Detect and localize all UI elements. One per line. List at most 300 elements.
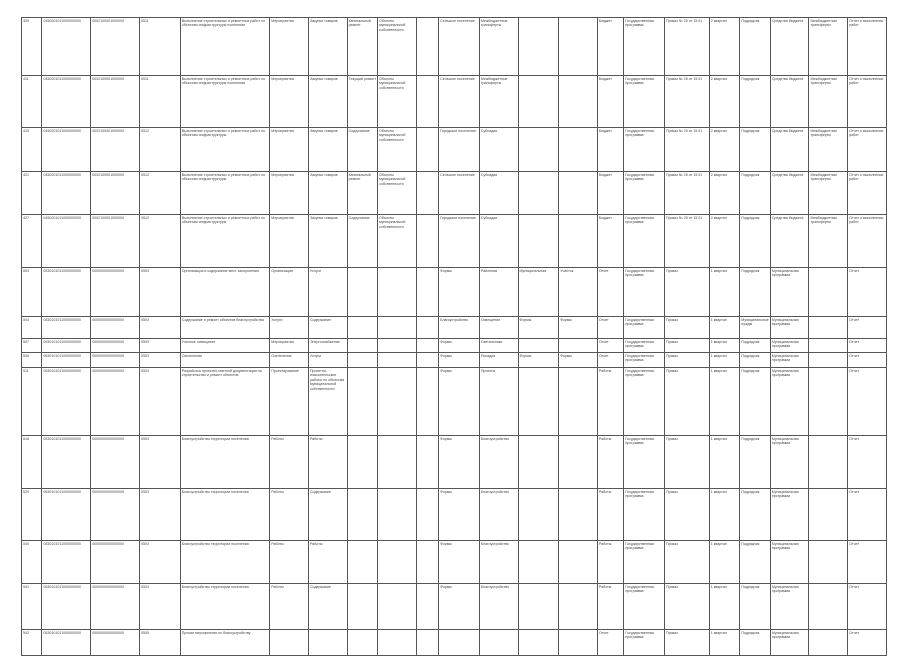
table-cell: Закупка товаров bbox=[308, 128, 347, 172]
table-cell bbox=[518, 339, 559, 353]
table-cell: Закупка товаров bbox=[308, 76, 347, 128]
table-cell bbox=[809, 268, 848, 317]
table-cell: Сельское поселение bbox=[439, 172, 480, 215]
table-cell bbox=[347, 368, 378, 436]
table-cell: Муниципальная программа bbox=[770, 368, 809, 436]
table-cell: Приказ № 25 от 15.01 bbox=[665, 18, 710, 76]
table-cell: Содержание bbox=[347, 215, 378, 268]
table-cell: Отчет о выполнении работ bbox=[848, 215, 887, 268]
table-cell: Бюджет bbox=[597, 215, 623, 268]
table-row bbox=[22, 630, 887, 656]
table-cell bbox=[378, 339, 417, 353]
table-cell: Средства бюджета bbox=[770, 18, 809, 76]
table-cell: 0503 bbox=[140, 489, 181, 541]
table-cell: Субсидии bbox=[479, 215, 518, 268]
table-cell bbox=[479, 630, 518, 656]
table-cell bbox=[347, 436, 378, 489]
table-cell: Приказ bbox=[665, 268, 710, 317]
table-cell bbox=[416, 339, 438, 353]
table-cell bbox=[809, 353, 848, 368]
table-cell: Озеленение bbox=[180, 353, 270, 368]
table-cell: 0530101011000000000 bbox=[42, 339, 91, 353]
table-row bbox=[22, 489, 887, 541]
table-cell: Формы bbox=[439, 268, 480, 317]
table-cell: 0530101011000000000 bbox=[42, 368, 91, 436]
table-cell: Прочие мероприятия по благоустройству bbox=[180, 630, 270, 656]
table-cell: Освещение bbox=[479, 317, 518, 339]
table-cell: Муниципальная программа bbox=[770, 489, 809, 541]
table-cell: Отчет о выполнении работ bbox=[848, 18, 887, 76]
table-cell: Энергоснабжение bbox=[308, 339, 347, 353]
table-cell: 0530101011000000000 bbox=[42, 317, 91, 339]
table-row bbox=[22, 368, 887, 436]
table-cell: 0000000000000000 bbox=[91, 268, 140, 317]
table-cell: Приказ № 25 от 15.01 bbox=[665, 128, 710, 172]
table-cell: Приказ bbox=[665, 353, 710, 368]
table-cell: Отчет bbox=[848, 353, 887, 368]
table-cell: Подрядчик bbox=[740, 128, 771, 172]
table-cell: Уличное освещение bbox=[180, 339, 270, 353]
table-cell: 0002100001000000 bbox=[91, 76, 140, 128]
table-cell: Подрядчик bbox=[740, 172, 771, 215]
table-cell bbox=[559, 76, 598, 128]
table-cell: Приказ bbox=[665, 317, 710, 339]
table-cell: Благоустройство территории поселения bbox=[180, 489, 270, 541]
table-cell: 0503 bbox=[140, 353, 181, 368]
table-cell: Благоустройство территории поселения bbox=[180, 541, 270, 584]
table-cell: Отчет bbox=[848, 317, 887, 339]
table-cell: Государственная программа bbox=[624, 436, 665, 489]
table-cell: Муниципальная программа bbox=[770, 353, 809, 368]
table-cell: Содержание bbox=[308, 584, 347, 630]
table-cell: 0000000000000000 bbox=[91, 541, 140, 584]
table-cell: 0450201011000000000 bbox=[42, 76, 91, 128]
table-cell bbox=[416, 584, 438, 630]
table-cell: 0503 bbox=[140, 268, 181, 317]
table-cell: Услуги bbox=[270, 317, 309, 339]
table-cell bbox=[270, 630, 309, 656]
table-cell: Подрядчик bbox=[740, 541, 771, 584]
table-cell bbox=[518, 368, 559, 436]
table-cell: 0002100001000000 bbox=[91, 215, 140, 268]
table-cell bbox=[347, 339, 378, 353]
table-cell bbox=[378, 630, 417, 656]
table-cell: 507 bbox=[22, 339, 42, 353]
table-cell: Организация и содержание мест захоронения bbox=[180, 268, 270, 317]
document-page bbox=[21, 17, 887, 639]
table-cell: 409 bbox=[22, 18, 42, 76]
table-cell bbox=[347, 541, 378, 584]
table-cell bbox=[416, 317, 438, 339]
table-cell: 1 квартал bbox=[709, 317, 740, 339]
table-cell: Муниципальная программа bbox=[770, 339, 809, 353]
table-cell: Объекты муниципальной собственности bbox=[378, 128, 417, 172]
table-cell: Отчет bbox=[597, 339, 623, 353]
table-cell bbox=[378, 368, 417, 436]
table-cell bbox=[439, 630, 480, 656]
table-cell: Приказ bbox=[665, 489, 710, 541]
table-cell bbox=[518, 541, 559, 584]
table-cell: Отчет bbox=[848, 436, 887, 489]
table-cell bbox=[416, 436, 438, 489]
table-cell: Бюджет bbox=[597, 172, 623, 215]
table-cell: 2 квартал bbox=[709, 18, 740, 76]
table-cell: Формы bbox=[439, 489, 480, 541]
table-cell: 0503 bbox=[140, 368, 181, 436]
table-cell: Формы bbox=[439, 368, 480, 436]
table-cell: 0000000000000000 bbox=[91, 630, 140, 656]
table-cell bbox=[416, 172, 438, 215]
table-cell bbox=[559, 489, 598, 541]
table-cell: 0512 bbox=[140, 172, 181, 215]
table-cell: Мероприятия bbox=[270, 172, 309, 215]
table-cell: Объекты муниципальной собственности bbox=[378, 18, 417, 76]
table-cell: Городское поселение bbox=[439, 215, 480, 268]
table-cell bbox=[809, 541, 848, 584]
table-cell: 0512 bbox=[140, 215, 181, 268]
table-cell: 504 bbox=[22, 317, 42, 339]
table-cell: Подрядчик bbox=[740, 584, 771, 630]
table-cell: Работы bbox=[597, 489, 623, 541]
table-cell bbox=[378, 317, 417, 339]
table-cell: Государственная программа bbox=[624, 489, 665, 541]
table-row bbox=[22, 18, 887, 76]
table-cell: 1 квартал bbox=[709, 436, 740, 489]
table-cell bbox=[518, 436, 559, 489]
table-cell: Формы bbox=[559, 317, 598, 339]
table-cell: Мероприятия bbox=[270, 339, 309, 353]
table-cell: 0530101011000000000 bbox=[42, 584, 91, 630]
table-cell: Муниципальная программа bbox=[770, 436, 809, 489]
table-cell: Подрядчик bbox=[740, 368, 771, 436]
table-cell: Подрядчик bbox=[740, 339, 771, 353]
table-cell: 511 bbox=[22, 368, 42, 436]
table-cell: Подрядчик bbox=[740, 436, 771, 489]
table-cell: 542 bbox=[22, 630, 42, 656]
table-cell: Государственная программа bbox=[624, 215, 665, 268]
table-cell: 0002100001000000 bbox=[91, 18, 140, 76]
table-cell: Межбюджетные трансферты bbox=[809, 215, 848, 268]
table-cell: Объекты муниципальной собственности bbox=[378, 172, 417, 215]
table-cell: 1 квартал bbox=[709, 489, 740, 541]
table-cell: 0000000000000000 bbox=[91, 368, 140, 436]
table-cell bbox=[518, 128, 559, 172]
table-cell bbox=[809, 368, 848, 436]
table-cell bbox=[559, 172, 598, 215]
table-cell: Межбюджетные трансферты bbox=[809, 172, 848, 215]
table-cell bbox=[559, 541, 598, 584]
table-cell: Подрядчик bbox=[740, 18, 771, 76]
table-cell: 1 квартал bbox=[709, 630, 740, 656]
table-cell: Государственная программа bbox=[624, 128, 665, 172]
table-cell: Отчет bbox=[848, 368, 887, 436]
table-cell: Государственная программа bbox=[624, 18, 665, 76]
table-cell: 0000000000000000 bbox=[91, 317, 140, 339]
table-cell bbox=[416, 268, 438, 317]
table-cell bbox=[809, 584, 848, 630]
table-cell bbox=[809, 317, 848, 339]
table-cell: 0002100001000000 bbox=[91, 172, 140, 215]
table-cell: 0530101011000000000 bbox=[42, 436, 91, 489]
table-cell: Отчет bbox=[597, 353, 623, 368]
table-cell: 2 квартал bbox=[709, 128, 740, 172]
table-cell bbox=[809, 630, 848, 656]
table-cell: Объекты муниципальной собственности bbox=[378, 215, 417, 268]
table-cell: Отчет bbox=[848, 541, 887, 584]
table-cell: Муниципальная программа bbox=[770, 541, 809, 584]
table-cell bbox=[416, 18, 438, 76]
table-cell: Приказ bbox=[665, 541, 710, 584]
table-cell: 0000000000000000 bbox=[91, 353, 140, 368]
table-cell: Приказ № 25 от 15.01 bbox=[665, 215, 710, 268]
table-cell: Проектно-изыскательские работы по объектам муниципальной собственности bbox=[308, 368, 347, 436]
table-cell: Работы bbox=[270, 489, 309, 541]
table-cell: Государственная программа bbox=[624, 339, 665, 353]
table-cell bbox=[559, 339, 598, 353]
table-cell: 0450201011000000000 bbox=[42, 128, 91, 172]
table-cell: Приказ bbox=[665, 368, 710, 436]
table-cell bbox=[559, 630, 598, 656]
table-cell: Бюджет bbox=[597, 76, 623, 128]
table-cell: Выполнение строительных и ремонтных работ по объектам инфраструктуры bbox=[180, 215, 270, 268]
table-row bbox=[22, 541, 887, 584]
table-cell bbox=[347, 584, 378, 630]
table-cell bbox=[416, 541, 438, 584]
table-cell bbox=[559, 215, 598, 268]
table-cell: Государственная программа bbox=[624, 368, 665, 436]
table-cell bbox=[347, 268, 378, 317]
table-row bbox=[22, 76, 887, 128]
table-cell: 421 bbox=[22, 172, 42, 215]
table-cell: 0000000000000000 bbox=[91, 584, 140, 630]
table-cell: Формы bbox=[439, 584, 480, 630]
table-cell: 1 квартал bbox=[709, 584, 740, 630]
table-cell: 415 bbox=[22, 128, 42, 172]
table-cell: Приказ bbox=[665, 339, 710, 353]
table-cell bbox=[809, 436, 848, 489]
table-cell: Государственная программа bbox=[624, 172, 665, 215]
table-cell: Отчет bbox=[848, 339, 887, 353]
table-cell: Подрядчик bbox=[740, 489, 771, 541]
table-cell: Государственная программа bbox=[624, 353, 665, 368]
table-cell: 541 bbox=[22, 584, 42, 630]
table-cell: Содержание bbox=[347, 128, 378, 172]
table-cell: 0511 bbox=[140, 18, 181, 76]
table-cell: Работы bbox=[597, 368, 623, 436]
table-cell: 0450201011000000000 bbox=[42, 18, 91, 76]
table-cell: 1 квартал bbox=[709, 268, 740, 317]
table-cell: Приказ bbox=[665, 630, 710, 656]
table-cell: Благоустройство bbox=[479, 584, 518, 630]
table-cell: Средства бюджета bbox=[770, 76, 809, 128]
table-cell: Отчет о выполнении работ bbox=[848, 76, 887, 128]
table-cell: 0530101011000000000 bbox=[42, 489, 91, 541]
table-cell: Работы bbox=[597, 436, 623, 489]
table-cell bbox=[378, 584, 417, 630]
table-cell: Услуги bbox=[308, 353, 347, 368]
table-cell: Отчет о выполнении работ bbox=[848, 128, 887, 172]
table-cell: Бюджет bbox=[597, 18, 623, 76]
table-cell: Закупка товаров bbox=[308, 172, 347, 215]
table-cell: Работы bbox=[597, 541, 623, 584]
table-cell: Участок bbox=[559, 268, 598, 317]
table-row bbox=[22, 353, 887, 368]
table-cell bbox=[378, 436, 417, 489]
table-cell: Формы bbox=[518, 317, 559, 339]
table-cell bbox=[518, 489, 559, 541]
table-cell: Отчет bbox=[848, 489, 887, 541]
table-cell: Благоустройство bbox=[479, 436, 518, 489]
table-cell: Отчет bbox=[848, 630, 887, 656]
table-cell: Мероприятия bbox=[270, 128, 309, 172]
table-cell: Средства бюджета bbox=[770, 172, 809, 215]
table-cell: Отчет bbox=[597, 268, 623, 317]
table-cell bbox=[347, 630, 378, 656]
table-cell: 0450201011000000000 bbox=[42, 172, 91, 215]
table-cell: 411 bbox=[22, 76, 42, 128]
table-cell: 0000000000000000 bbox=[91, 339, 140, 353]
table-cell: Межбюджетные трансферты bbox=[809, 76, 848, 128]
table-cell: 2 квартал bbox=[709, 76, 740, 128]
table-cell: Подрядчик bbox=[740, 268, 771, 317]
table-cell: Государственная программа bbox=[624, 268, 665, 317]
table-cell bbox=[378, 268, 417, 317]
table-cell: Подрядчик bbox=[740, 630, 771, 656]
table-cell: Межбюджетные трансферты bbox=[479, 76, 518, 128]
table-cell: Отчет bbox=[848, 584, 887, 630]
table-cell bbox=[416, 128, 438, 172]
table-cell: Межбюджетные трансферты bbox=[809, 128, 848, 172]
table-row bbox=[22, 584, 887, 630]
table-cell: Мероприятия bbox=[270, 76, 309, 128]
table-cell bbox=[518, 18, 559, 76]
table-cell: Благоустройство территории поселения bbox=[180, 584, 270, 630]
table-cell bbox=[416, 489, 438, 541]
table-cell bbox=[559, 128, 598, 172]
table-cell: Муниципальная программа bbox=[770, 584, 809, 630]
table-cell: 1 квартал bbox=[709, 368, 740, 436]
table-cell: 2 квартал bbox=[709, 215, 740, 268]
table-cell bbox=[416, 353, 438, 368]
table-cell: Бюджет bbox=[597, 128, 623, 172]
table-cell: 0530101011000000000 bbox=[42, 268, 91, 317]
table-cell: Приказ bbox=[665, 436, 710, 489]
table-cell: 529 bbox=[22, 489, 42, 541]
table-cell: Услуги bbox=[308, 268, 347, 317]
table-cell bbox=[416, 76, 438, 128]
table-cell: Отчет о выполнении работ bbox=[848, 172, 887, 215]
table-cell: Содержание и ремонт объектов благоустройства bbox=[180, 317, 270, 339]
table-cell bbox=[308, 630, 347, 656]
table-cell bbox=[416, 215, 438, 268]
table-cell: Подрядчик bbox=[740, 215, 771, 268]
table-cell bbox=[416, 368, 438, 436]
table-cell: Организация bbox=[270, 268, 309, 317]
table-cell: 0002100001000000 bbox=[91, 128, 140, 172]
table-cell: 0512 bbox=[140, 128, 181, 172]
table-cell: Работы bbox=[270, 436, 309, 489]
table-cell: Сельское поселение bbox=[439, 18, 480, 76]
table-cell: Выполнение строительных и ремонтных работ по объектам инфраструктуры поселения bbox=[180, 76, 270, 128]
table-cell: 540 bbox=[22, 541, 42, 584]
table-cell: Муниципальная bbox=[518, 268, 559, 317]
table-cell: 0503 bbox=[140, 584, 181, 630]
table-cell: Посадка bbox=[479, 353, 518, 368]
table-row bbox=[22, 436, 887, 489]
table-cell: Мероприятия bbox=[270, 18, 309, 76]
table-cell: Содержание bbox=[308, 317, 347, 339]
table-cell bbox=[347, 489, 378, 541]
table-cell bbox=[809, 489, 848, 541]
table-row bbox=[22, 268, 887, 317]
table-row bbox=[22, 172, 887, 215]
table-cell: 2 квартал bbox=[709, 172, 740, 215]
table-cell: 0511 bbox=[140, 76, 181, 128]
table-row bbox=[22, 317, 887, 339]
table-cell: 0530101011000000000 bbox=[42, 541, 91, 584]
table-cell: Закупка товаров bbox=[308, 18, 347, 76]
table-cell: Благоустройство территории поселения bbox=[180, 436, 270, 489]
table-cell bbox=[559, 368, 598, 436]
table-cell: Субсидии bbox=[479, 128, 518, 172]
table-cell: 503 bbox=[22, 268, 42, 317]
table-cell bbox=[416, 630, 438, 656]
table-row bbox=[22, 128, 887, 172]
table-cell: Работы bbox=[308, 541, 347, 584]
table-cell bbox=[518, 76, 559, 128]
table-row bbox=[22, 215, 887, 268]
table-cell: Благоустройство bbox=[479, 489, 518, 541]
table-cell: Подрядчик bbox=[740, 353, 771, 368]
table-cell: Благоустройство bbox=[479, 541, 518, 584]
table-cell: Выполнение строительных и ремонтных работ по объектам инфраструктуры bbox=[180, 172, 270, 215]
table-row bbox=[22, 339, 887, 353]
register-table bbox=[21, 17, 887, 656]
table-cell: 0530101011000000000 bbox=[42, 353, 91, 368]
table-cell: Государственная программа bbox=[624, 630, 665, 656]
table-cell: Межбюджетные трансферты bbox=[479, 18, 518, 76]
table-cell: Государственная программа bbox=[624, 317, 665, 339]
table-cell: Текущий ремонт bbox=[347, 76, 378, 128]
table-cell: Приказ № 25 от 15.01 bbox=[665, 172, 710, 215]
table-cell bbox=[559, 436, 598, 489]
table-cell: Капитальный ремонт bbox=[347, 18, 378, 76]
table-cell: Государственная программа bbox=[624, 584, 665, 630]
table-cell: 0000000000000000 bbox=[91, 489, 140, 541]
table-cell bbox=[559, 18, 598, 76]
table-cell bbox=[518, 172, 559, 215]
table-cell: Выполнение строительных и ремонтных работ по объектам инфраструктуры bbox=[180, 128, 270, 172]
table-cell: Подрядчик bbox=[740, 76, 771, 128]
table-cell: Формы bbox=[439, 436, 480, 489]
table-cell: 1 квартал bbox=[709, 541, 740, 584]
table-cell: Формы bbox=[559, 353, 598, 368]
table-cell: Формы bbox=[439, 339, 480, 353]
table-cell: 0450201011000000000 bbox=[42, 215, 91, 268]
table-cell: Проекты bbox=[479, 368, 518, 436]
table-cell: Отчет bbox=[597, 317, 623, 339]
table-cell bbox=[378, 541, 417, 584]
table-cell: 0503 bbox=[140, 339, 181, 353]
table-cell: Субсидии bbox=[479, 172, 518, 215]
table-cell: 508 bbox=[22, 353, 42, 368]
table-cell: 0503 bbox=[140, 317, 181, 339]
table-cell: Отчет bbox=[597, 630, 623, 656]
table-cell: 0503 bbox=[140, 541, 181, 584]
table-cell: 1 квартал bbox=[709, 353, 740, 368]
table-cell: Выполнение строительных и ремонтных работ по объектам инфраструктуры поселения bbox=[180, 18, 270, 76]
table-cell: Муниципальные нужды bbox=[740, 317, 771, 339]
